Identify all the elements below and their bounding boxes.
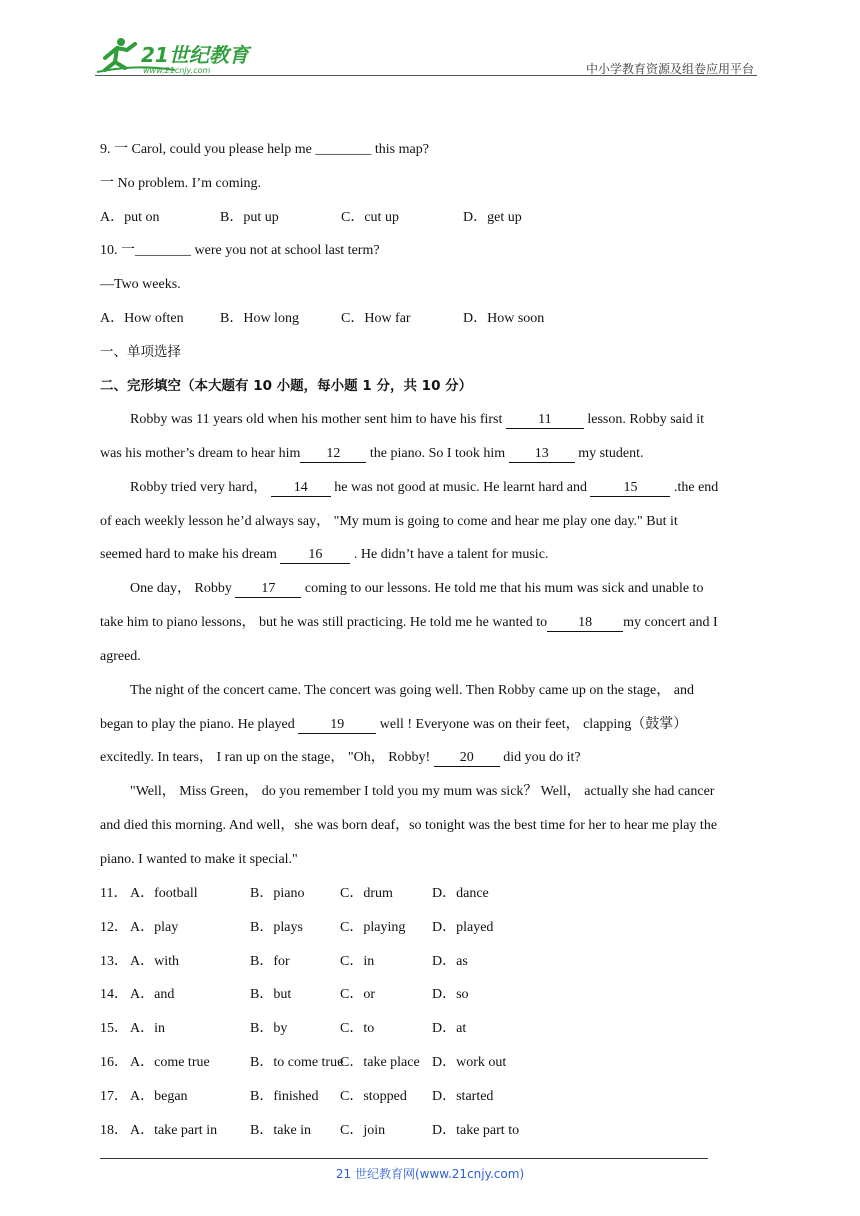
blank-11: 11	[506, 412, 584, 429]
passage-line: Robby tried very hard， 14 he was not good at music. He learnt hard and 15 .the end	[130, 480, 719, 495]
passage-line: began to play the piano. He played 19 well ! Everyone was on their feet， clapping（鼓掌）	[100, 717, 688, 732]
choice-number: 14．	[100, 987, 128, 1003]
choice-option-d: D．so	[432, 987, 469, 1003]
choice-option-a: A．take part in	[130, 1122, 218, 1138]
q9-question: 9. 一 Carol, could you please help me ________ this map?	[100, 142, 429, 157]
passage-line: One day， Robby 17 coming to our lessons. He told me that his mum was sick and unable to	[130, 581, 704, 596]
passage-line: was his mother’s dream to hear him 12 the piano. So I took him 13 my student.	[100, 446, 644, 461]
passage-line: of each weekly lesson he’d always say， "My mum is going to come and hear me play one day." But it	[100, 514, 678, 529]
choice-option-c: C．stopped	[340, 1088, 407, 1104]
passage-line: take him to piano lessons， but he was still practicing. He told me he wanted to 18 my concert and I	[100, 615, 718, 630]
choice-option-c: C．playing	[340, 919, 406, 935]
q10-option-d: D．How soon	[463, 311, 545, 326]
blank-19: 19	[298, 717, 376, 734]
choice-option-b: B．piano	[250, 886, 305, 901]
choice-option-c: C．drum	[340, 886, 393, 901]
choice-number: 12．	[100, 919, 128, 935]
q9-option-b: B．put up	[220, 210, 279, 225]
choice-option-d: D．played	[432, 919, 494, 935]
svg-text:21世纪教育: 21世纪教育	[141, 43, 249, 67]
passage-line: The night of the concert came. The concert was going well. Then Robby came up on the stage， and	[130, 683, 694, 698]
choice-option-d: D．as	[432, 953, 468, 969]
footer-divider	[100, 1158, 708, 1159]
passage-line: Robby was 11 years old when his mother sent him to have his first 11 lesson. Robby said it	[130, 412, 705, 427]
choice-option-c: C．or	[340, 987, 375, 1003]
choice-option-a: A．football	[130, 886, 198, 901]
blank-12: 12	[300, 446, 366, 463]
q10-answer: —Two weeks.	[100, 277, 181, 292]
q9-option-d: D．get up	[463, 210, 522, 225]
choice-option-b: B．but	[250, 987, 292, 1003]
passage-line: agreed.	[100, 649, 141, 664]
site-logo	[95, 36, 265, 76]
choice-option-d: D．started	[432, 1088, 494, 1104]
choice-number: 16．	[100, 1055, 128, 1070]
footer-text: 21 世纪教育网(www.21cnjy.com)	[335, 1167, 525, 1181]
header-divider	[95, 75, 757, 76]
passage-line: excitedly. In tears， I ran up on the stage， "Oh， Robby! 20 did you do it?	[100, 750, 581, 765]
section-heading-single-choice: 一、单项选择	[100, 344, 181, 360]
choice-number: 17．	[100, 1088, 128, 1104]
choice-option-c: C．to	[340, 1021, 375, 1037]
choice-option-a: A．play	[130, 919, 179, 935]
choice-option-c: C．join	[340, 1122, 386, 1138]
choice-option-a: A．began	[130, 1088, 188, 1104]
blank-18: 18	[547, 615, 623, 632]
choice-option-d: D．at	[432, 1021, 467, 1037]
choice-option-d: D．take part to	[432, 1122, 520, 1138]
choice-option-d: D．dance	[432, 886, 489, 901]
choice-option-b: B．finished	[250, 1088, 319, 1104]
passage-line: piano. I wanted to make it special."	[100, 852, 298, 867]
choice-option-c: C．take place	[340, 1055, 420, 1070]
passage-line: "Well， Miss Green， do you remember I told you my mum was sick？ Well， actually she had cancer	[130, 784, 715, 799]
choice-option-b: B．to come true	[250, 1055, 344, 1070]
q10-option-b: B．How long	[220, 311, 299, 326]
platform-name: 中小学教育资源及组卷应用平台	[585, 62, 754, 76]
choice-option-b: B．by	[250, 1021, 288, 1037]
q9-option-a: A．put on	[100, 210, 160, 225]
choice-number: 15．	[100, 1021, 128, 1037]
choice-option-a: A．with	[130, 953, 179, 969]
q9-answer: 一 No problem. I’m coming.	[100, 176, 261, 191]
choice-option-a: A．come true	[130, 1055, 210, 1070]
svg-text:www.21cnjy.com: www.21cnjy.com	[143, 66, 211, 75]
passage-line: and died this morning. And well，she was born deaf，so tonight was the best time for her to hear me play the	[100, 818, 718, 833]
blank-13: 13	[509, 446, 575, 463]
blank-17: 17	[235, 581, 301, 598]
choice-option-d: D．work out	[432, 1055, 507, 1070]
choice-option-b: B．plays	[250, 919, 303, 935]
blank-20: 20	[434, 750, 500, 767]
choice-option-c: C．in	[340, 953, 375, 969]
section-heading-cloze: 二、完形填空（本大题有 10 小题，每小题 1 分，共 10 分）	[100, 378, 473, 394]
choice-number: 11．	[100, 886, 128, 901]
choice-option-a: A．in	[130, 1021, 165, 1037]
page-header	[95, 32, 757, 80]
q10-option-a: A．How often	[100, 311, 184, 326]
choice-option-b: B．take in	[250, 1122, 312, 1138]
q9-option-c: C．cut up	[341, 210, 399, 225]
choice-option-b: B．for	[250, 953, 290, 969]
choice-number: 13．	[100, 953, 128, 969]
q10-option-c: C．How far	[341, 311, 411, 326]
choice-option-a: A．and	[130, 987, 175, 1003]
choice-number: 18．	[100, 1122, 128, 1138]
passage-line: seemed hard to make his dream 16 . He didn’t have a talent for music.	[100, 547, 549, 562]
q10-question: 10. 一________ were you not at school last term?	[100, 243, 380, 258]
blank-16: 16	[280, 547, 350, 564]
blank-15: 15	[590, 480, 670, 497]
blank-14: 14	[271, 480, 331, 497]
